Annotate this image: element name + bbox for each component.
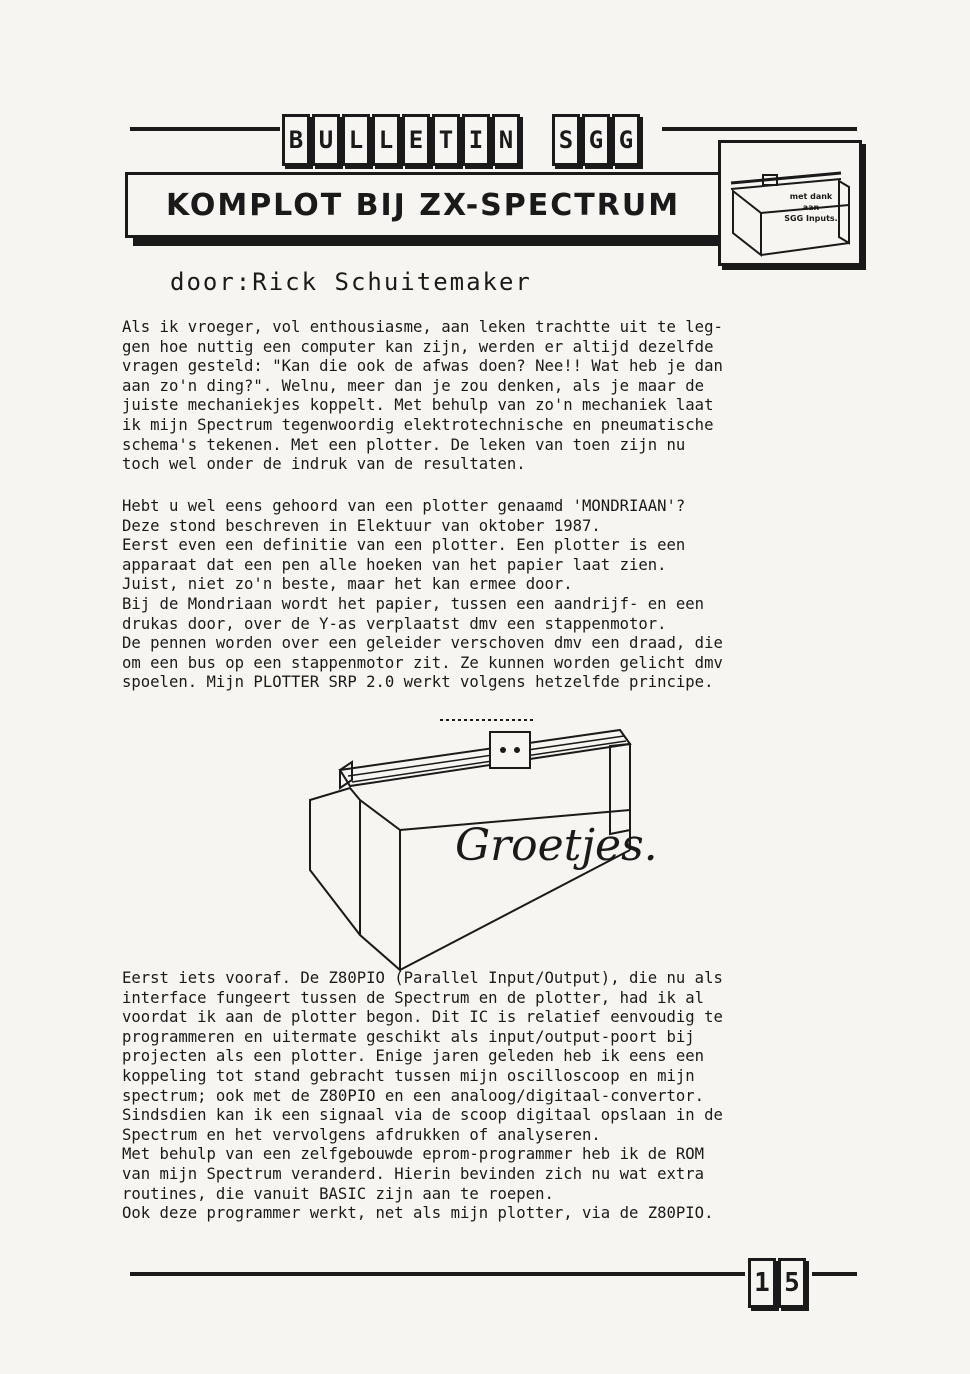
footer-rule-right bbox=[812, 1272, 857, 1276]
header-rule-left bbox=[130, 127, 280, 131]
masthead-letter: T bbox=[432, 114, 460, 166]
masthead-letter: I bbox=[462, 114, 490, 166]
illustration-caption: Groetjes. bbox=[455, 820, 658, 871]
plotter-logo-caption bbox=[771, 191, 851, 224]
footer-rule-left bbox=[130, 1272, 745, 1276]
logo-line-1: met dank bbox=[789, 192, 833, 201]
plotter-logo bbox=[718, 140, 862, 266]
masthead-letter: B bbox=[282, 114, 310, 166]
masthead-word-bulletin bbox=[282, 114, 520, 166]
header-rule-right bbox=[662, 127, 857, 131]
masthead-spacer bbox=[526, 114, 546, 166]
masthead-letter: G bbox=[612, 114, 640, 166]
logo-line-3: SGG Inputs. bbox=[784, 214, 838, 223]
page-number-digit: 5 bbox=[778, 1258, 806, 1308]
masthead-word-sgg bbox=[552, 114, 640, 166]
masthead-letter: L bbox=[372, 114, 400, 166]
page-number bbox=[748, 1258, 806, 1308]
article-title: KOMPLOT BIJ ZX-SPECTRUM bbox=[165, 187, 681, 223]
paragraph-z80pio: Eerst iets vooraf. De Z80PIO (Parallel Input/Output), die nu als interface fungeert tussen de Spectrum en de plotter, had ik al voordat ik aan de plotter begon. Dit IC is relatief eenvoudig te programmeren en uitermate geschikt als input/output-poort bij projecten als een plotter. Enige jaren geleden heb ik eens een koppeling tot stand gebracht tussen mijn oscilloscoop en mijn spectrum; ook met de Z80PIO en een analoog/digitaal-convertor. Sindsdien kan ik een signaal via de scoop digitaal opslaan in de Spectrum en het vervolgens afdrukken of analyseren. Met behulp van een zelfgebouwde eprom-programmer heb ik de ROM van mijn Spectrum veranderd. Hierin bevinden zich nu wat extra routines, die vanuit BASIC zijn aan te roepen. Ook deze programmer werkt, net als mijn plotter, via de Z80PIO. bbox=[122, 969, 723, 1223]
page-number-digit: 1 bbox=[748, 1258, 776, 1308]
masthead-letter: U bbox=[312, 114, 340, 166]
article-author: door:Rick Schuitemaker bbox=[170, 268, 532, 296]
masthead-letter: N bbox=[492, 114, 520, 166]
masthead bbox=[282, 114, 640, 166]
paragraph-mondriaan: Hebt u wel eens gehoord van een plotter genaamd 'MONDRIAAN'? Deze stond beschreven in Elektuur van oktober 1987. Eerst even een definitie van een plotter. Een plotter is een apparaat dat een pen alle hoeken van het papier laat zien. Juist, niet zo'n beste, maar het kan ermee door. Bij de Mondriaan wordt het papier, tussen een aandrijf- en een drukas door, over de Y-as verplaatst dmv een stappenmotor. De pennen worden over een geleider verschoven dmv een draad, die om een bus op een stappenmotor zit. Ze kunnen worden gelicht dmv spoelen. Mijn PLOTTER SRP 2.0 werkt volgens hetzelfde principe. bbox=[122, 497, 723, 692]
logo-line-2: aan bbox=[802, 203, 820, 212]
plotter-drawing bbox=[300, 710, 660, 980]
masthead-letter: G bbox=[582, 114, 610, 166]
paragraph-intro: Als ik vroeger, vol enthousiasme, aan leken trachtte uit te leg- gen hoe nuttig een computer kan zijn, werden er altijd dezelfde vragen gesteld: "Kan die ook de afwas doen? Nee!! Wat heb je dan aan zo'n ding?". Welnu, meer dan je zou denken, als je maar de juiste mechaniekjes koppelt. Met behulp van zo'n mechaniek laat ik mijn Spectrum tegenwoordig elektrotechnische en pneumatische schema's tekenen. Met een plotter. De leken van toen zijn nu toch wel onder de indruk van de resultaten. bbox=[122, 318, 723, 474]
article-title-banner bbox=[125, 172, 721, 238]
masthead-letter: E bbox=[402, 114, 430, 166]
masthead-letter: L bbox=[342, 114, 370, 166]
masthead-letter: S bbox=[552, 114, 580, 166]
